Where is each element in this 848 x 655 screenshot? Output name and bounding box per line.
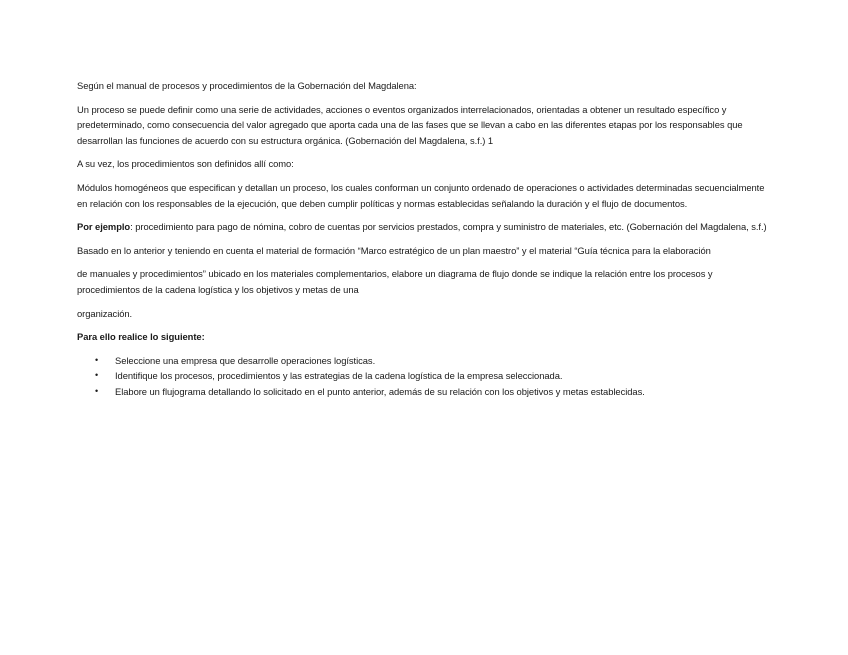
assignment-paragraph-2: de manuales y procedimientos” ubicado en los materiales complementarios, elabore un diagrama de flujo donde se indique la relación entre los procesos y procedimientos de la cadena logística y los objetivos y metas de una xyxy=(77,268,713,295)
bullet-icon: • xyxy=(95,385,99,396)
task-text: Identifique los procesos, procedimientos y las estrategias de la cadena logística de la empresa seleccionada. xyxy=(115,370,563,382)
procedures-intro-paragraph: A su vez, los procedimientos son definidos allí como: xyxy=(77,158,294,170)
intro-paragraph: Según el manual de procesos y procedimientos de la Gobernación del Magdalena: xyxy=(77,80,417,91)
assignment-paragraph-3: organización. xyxy=(77,307,133,319)
example-label: Por ejemplo xyxy=(77,221,131,233)
task-text: Elabore un flujograma detallando lo solicitado en el punto anterior, además de su relación con los objetivos y metas establecidas. xyxy=(115,385,645,397)
list-item xyxy=(77,384,777,399)
assignment-paragraph-1: Basado en lo anterior y teniendo en cuenta el material de formación “Marco estratégico de un plan maestro” y el material “Guía técnica para la elaboración xyxy=(77,244,711,256)
task-text: Seleccione una empresa que desarrolle operaciones logísticas. xyxy=(115,354,376,366)
example-text: : procedimiento para pago de nómina, cobro de cuentas por servicios prestados, compra y suministro de materiales, etc. (Gobernación del Magdalena, s.f.) xyxy=(130,221,767,233)
document-page xyxy=(77,78,777,399)
bullet-icon: • xyxy=(95,370,99,381)
bullet-icon: • xyxy=(95,354,99,365)
process-definition-paragraph: Un proceso se puede definir como una serie de actividades, acciones o eventos organizados interrelacionados, orientadas a obtener un resultado específico y predeterminado, como consecuencia del valor agregado que aporta cada una de las fases que se llevan a cabo en las diferentes etapas por los responsables que desarrollan las funciones de acuerdo con su estructura orgánica. (Gobernación del Magdalena, s.f.) 1 xyxy=(77,103,743,146)
procedures-definition-paragraph: Módulos homogéneos que especifican y detallan un proceso, los cuales conforman un conjunto ordenado de operaciones o actividades determinadas secuencialmente en relación con los responsables de la ejecución, que deben cumplir políticas y normas establecidas señalando la duración y el flujo de documentos. xyxy=(77,181,765,209)
example-paragraph xyxy=(77,219,777,235)
task-list xyxy=(77,353,777,399)
list-item xyxy=(77,353,777,368)
list-item xyxy=(77,368,777,383)
instructions-heading: Para ello realice lo siguiente: xyxy=(77,331,205,343)
